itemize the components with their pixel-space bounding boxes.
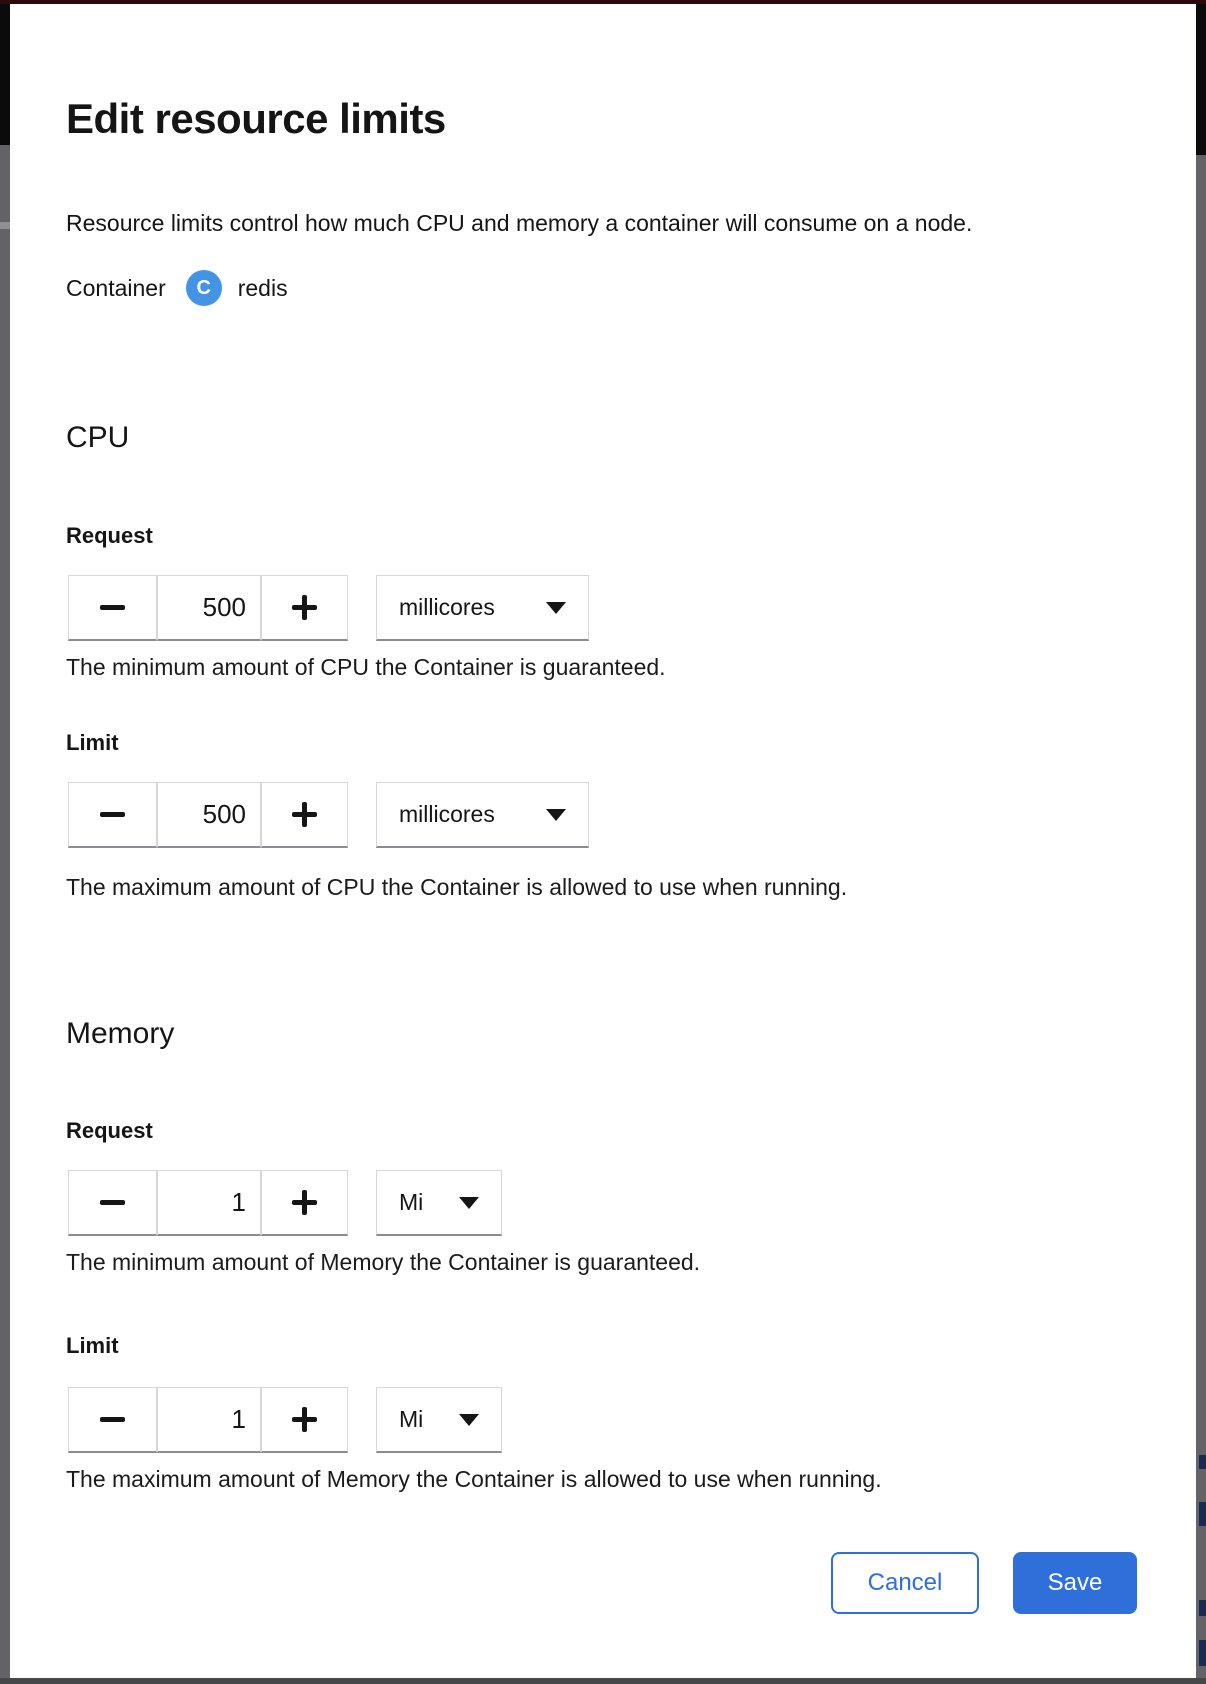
cpu-limit-helper-text: The maximum amount of CPU the Container is allowed to use when running. xyxy=(66,874,848,900)
container-resource-icon: C xyxy=(186,270,222,306)
minus-icon xyxy=(100,1417,125,1422)
cpu-request-unit-value: millicores xyxy=(399,594,495,620)
backdrop-right-text-fragment xyxy=(1199,1502,1206,1526)
plus-icon xyxy=(292,1407,317,1432)
edit-resource-limits-dialog xyxy=(10,4,1196,1678)
dialog-title: Edit resource limits xyxy=(66,95,446,143)
cpu-limit-unit-select[interactable] xyxy=(376,782,589,848)
memory-request-controls xyxy=(68,1170,1140,1236)
backdrop-bottom-strip xyxy=(0,1678,1206,1684)
cpu-request-controls xyxy=(68,575,1140,641)
cancel-button[interactable]: Cancel xyxy=(831,1552,979,1614)
plus-icon xyxy=(292,595,317,620)
minus-icon xyxy=(100,1200,125,1205)
memory-request-unit-select[interactable] xyxy=(376,1170,502,1236)
backdrop-right-text-fragment xyxy=(1199,1600,1206,1616)
backdrop-right-masthead xyxy=(1196,4,1206,155)
memory-limit-input[interactable] xyxy=(157,1387,261,1453)
caret-down-icon xyxy=(546,809,566,821)
cpu-limit-unit-value: millicores xyxy=(399,801,495,827)
memory-request-decrement-button[interactable] xyxy=(68,1170,157,1236)
cpu-request-increment-button[interactable] xyxy=(261,575,348,641)
memory-request-input[interactable] xyxy=(157,1170,261,1236)
memory-limit-helper-text: The maximum amount of Memory the Container is allowed to use when running. xyxy=(66,1466,882,1492)
save-button[interactable]: Save xyxy=(1013,1552,1137,1614)
dialog-description: Resource limits control how much CPU and memory a container will consume on a node. xyxy=(66,210,973,236)
cpu-limit-input[interactable] xyxy=(157,782,261,848)
memory-request-unit-value: Mi xyxy=(399,1189,424,1215)
cpu-limit-decrement-button[interactable] xyxy=(68,782,157,848)
container-label: Container xyxy=(66,274,166,301)
minus-icon xyxy=(100,605,125,610)
cpu-request-label: Request xyxy=(66,523,153,548)
dialog-footer xyxy=(831,1552,1137,1614)
memory-request-helper-text: The minimum amount of Memory the Container is guaranteed. xyxy=(66,1249,701,1275)
plus-icon xyxy=(292,1190,317,1215)
container-name: redis xyxy=(237,274,288,301)
backdrop-left-strip xyxy=(0,4,10,1678)
backdrop-right-text-fragment xyxy=(1199,1455,1206,1469)
memory-limit-label: Limit xyxy=(66,1333,119,1358)
memory-request-increment-button[interactable] xyxy=(261,1170,348,1236)
memory-limit-unit-select[interactable] xyxy=(376,1387,502,1453)
cpu-limit-increment-button[interactable] xyxy=(261,782,348,848)
cpu-limit-controls xyxy=(68,782,1140,848)
memory-request-label: Request xyxy=(66,1118,153,1143)
caret-down-icon xyxy=(459,1197,479,1209)
cpu-request-decrement-button[interactable] xyxy=(68,575,157,641)
plus-icon xyxy=(292,802,317,827)
section-heading-cpu: CPU xyxy=(66,420,130,454)
backdrop-right-text-fragment xyxy=(1199,1640,1206,1666)
container-row xyxy=(66,270,1140,306)
backdrop-left-masthead xyxy=(0,4,10,145)
memory-limit-decrement-button[interactable] xyxy=(68,1387,157,1453)
memory-limit-unit-value: Mi xyxy=(399,1406,424,1432)
caret-down-icon xyxy=(459,1414,479,1426)
memory-limit-controls xyxy=(68,1387,1140,1453)
backdrop-right-strip xyxy=(1196,4,1206,1678)
cpu-request-helper-text: The minimum amount of CPU the Container is guaranteed. xyxy=(66,654,666,680)
cpu-request-unit-select[interactable] xyxy=(376,575,589,641)
minus-icon xyxy=(100,812,125,817)
caret-down-icon xyxy=(546,602,566,614)
backdrop-left-divider xyxy=(0,222,10,229)
section-heading-memory: Memory xyxy=(66,1016,175,1050)
cpu-limit-label: Limit xyxy=(66,730,119,755)
memory-limit-increment-button[interactable] xyxy=(261,1387,348,1453)
cpu-request-input[interactable] xyxy=(157,575,261,641)
